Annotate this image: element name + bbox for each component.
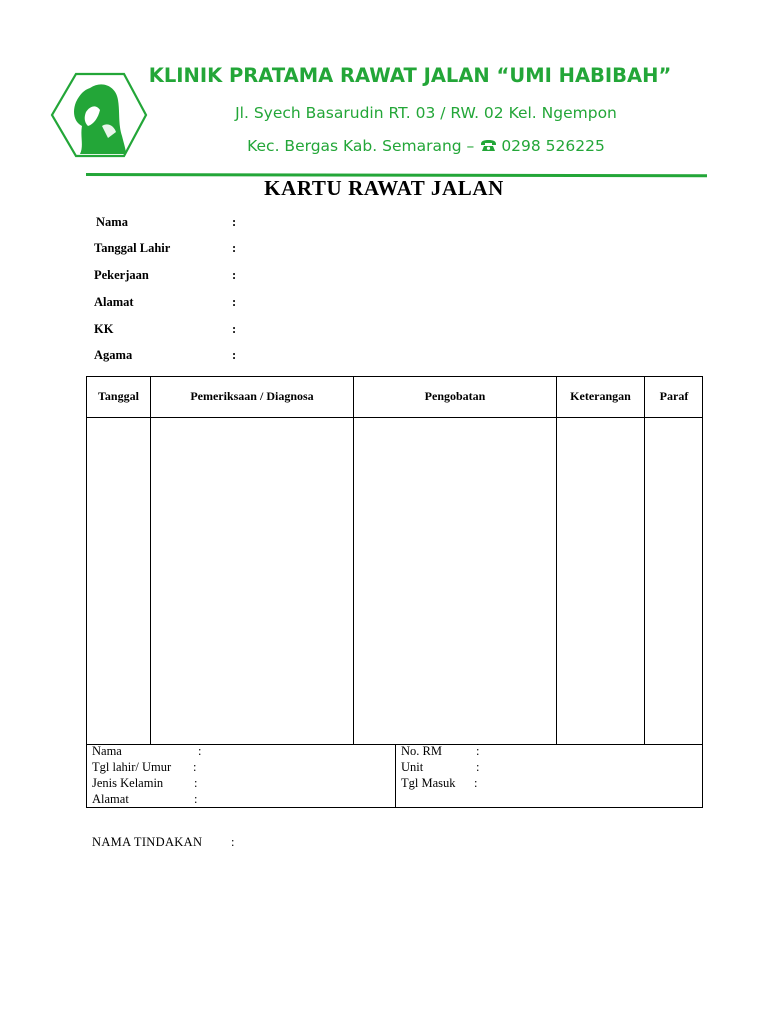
field-colon-kk: : xyxy=(232,322,237,336)
field-colon-nama: : xyxy=(232,215,237,229)
action-name-colon: : xyxy=(231,835,235,849)
column-header-tanggal: Tanggal xyxy=(98,389,139,403)
info-colon-nama: : xyxy=(198,744,202,758)
field-label-nama: Nama xyxy=(96,215,128,229)
field-colon-pekerjaan: : xyxy=(232,268,237,282)
clinic-name: KLINIK PRATAMA RAWAT JALAN “UMI HABIBAH” xyxy=(148,64,672,87)
info-colon-alamat: : xyxy=(194,792,198,806)
field-label-tanggal-lahir: Tanggal Lahir xyxy=(94,241,171,255)
col-divider-1 xyxy=(150,376,151,744)
column-header-pemeriksaan: Pemeriksaan / Diagnosa xyxy=(190,389,314,403)
clinic-address-district: Kec. Bergas Kab. Semarang – xyxy=(247,137,475,155)
telephone-icon xyxy=(480,139,497,152)
action-name-label: NAMA TINDAKAN xyxy=(92,835,203,849)
info-colon-no-rm: : xyxy=(476,744,480,758)
info-label-tgl-lahir-umur: Tgl lahir/ Umur xyxy=(92,760,172,774)
column-header-pengobatan: Pengobatan xyxy=(424,389,486,403)
card-title: KARTU RAWAT JALAN xyxy=(264,176,504,200)
info-label-unit: Unit xyxy=(401,760,424,774)
clinic-address-line1: Jl. Syech Basarudin RT. 03 / RW. 02 Kel. Ngempon xyxy=(235,104,617,122)
field-colon-agama: : xyxy=(232,348,237,362)
col-divider-4 xyxy=(644,376,645,744)
field-label-alamat: Alamat xyxy=(94,295,134,309)
clinic-address-line2 xyxy=(126,137,726,155)
col-divider-2 xyxy=(353,376,354,744)
clinic-phone: 0298 526225 xyxy=(501,137,605,155)
info-divider xyxy=(395,744,396,808)
info-label-no-rm: No. RM xyxy=(401,744,442,758)
table-header-divider xyxy=(86,417,703,418)
column-header-keterangan: Keterangan xyxy=(570,389,631,403)
info-colon-tgl-masuk: : xyxy=(474,776,478,790)
col-divider-3 xyxy=(556,376,557,744)
info-colon-jenis-kelamin: : xyxy=(194,776,198,790)
info-colon-tgl-lahir-umur: : xyxy=(193,760,197,774)
info-label-alamat: Alamat xyxy=(92,792,129,806)
info-label-nama: Nama xyxy=(92,744,122,758)
field-label-kk: KK xyxy=(94,322,114,336)
info-colon-unit: : xyxy=(476,760,480,774)
column-header-paraf: Paraf xyxy=(659,389,689,403)
field-label-agama: Agama xyxy=(94,348,133,362)
field-colon-alamat: : xyxy=(232,295,237,309)
field-label-pekerjaan: Pekerjaan xyxy=(94,268,149,282)
field-colon-tanggal-lahir: : xyxy=(232,241,237,255)
info-label-jenis-kelamin: Jenis Kelamin xyxy=(92,776,164,790)
info-label-tgl-masuk: Tgl Masuk xyxy=(401,776,456,790)
